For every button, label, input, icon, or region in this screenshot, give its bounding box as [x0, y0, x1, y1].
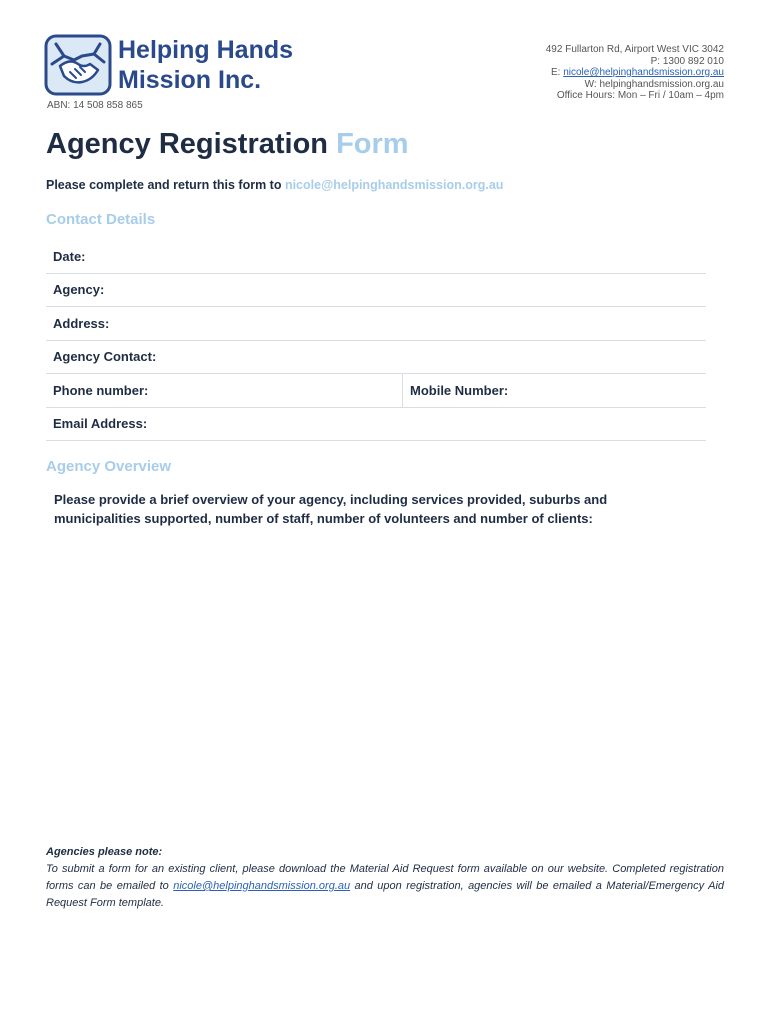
- email-line: [464, 67, 724, 79]
- intro-email-link[interactable]: nicole@helpinghandsmission.org.au: [284, 178, 504, 192]
- web-line: W: helpinghandsmission.org.au: [584, 78, 724, 90]
- note-title: Agencies please note:: [46, 846, 163, 858]
- intro-text: [46, 178, 503, 192]
- form-row-email: [46, 408, 706, 442]
- address-field[interactable]: Address:: [53, 315, 110, 331]
- street-address: 492 Fullarton Rd, Airport West VIC 3042: [545, 44, 724, 55]
- agencies-note: [46, 844, 724, 912]
- note-text-before: To submit a form for an existing client, please download the Material Aid Request form available on our website. Completed registration forms can be emailed to: [46, 863, 724, 892]
- page-title-main: Agency Registration: [46, 128, 328, 160]
- header-email-link[interactable]: nicole@helpinghandsmission.org.au: [563, 67, 724, 78]
- note-body: [46, 861, 724, 912]
- mobile-number-field[interactable]: Mobile Number:: [410, 382, 509, 398]
- intro-text-label: Please complete and return this form to: [46, 178, 282, 192]
- email-prefix: E:: [550, 67, 564, 78]
- form-row-address: [46, 307, 706, 341]
- form-row-agency-contact: [46, 341, 706, 375]
- form-row-phones: [46, 374, 706, 408]
- email-address-field[interactable]: Email Address:: [53, 416, 148, 432]
- note-email-link[interactable]: nicole@helpinghandsmission.org.au: [173, 880, 351, 892]
- handshake-icon: [44, 34, 112, 96]
- page-title: [46, 128, 409, 161]
- page-title-accent: Form: [336, 128, 409, 160]
- contact-details-heading: Contact Details: [46, 211, 156, 228]
- org-logo: [44, 34, 293, 96]
- form-row-agency: [46, 274, 706, 308]
- contact-address-block: [464, 44, 724, 102]
- abn-number: ABN: 14 508 858 865: [47, 100, 143, 111]
- date-field[interactable]: Date:: [53, 248, 86, 264]
- org-name: [118, 35, 293, 95]
- form-row-date: [46, 240, 706, 274]
- org-name-line2: Mission Inc.: [118, 66, 262, 94]
- org-name-line1: Helping Hands: [118, 36, 294, 64]
- phone-number-field[interactable]: Phone number:: [46, 374, 403, 407]
- office-hours: Office Hours: Mon – Fri / 10am – 4pm: [556, 90, 724, 101]
- agency-field[interactable]: Agency:: [53, 282, 105, 298]
- note-text-after: and upon registration, agencies will be emailed a Material/Emergency Aid Request Form template.: [46, 880, 725, 909]
- agency-contact-field[interactable]: Agency Contact:: [53, 349, 157, 365]
- agency-overview-field[interactable]: Please provide a brief overview of your agency, including services provided, suburbs and municipalities supported, number of staff, number of volunteers and number of clients:: [54, 492, 608, 526]
- phone-line: P: 1300 892 010: [650, 55, 724, 67]
- contact-details-table: [46, 240, 706, 441]
- agency-overview-heading: Agency Overview: [46, 458, 172, 475]
